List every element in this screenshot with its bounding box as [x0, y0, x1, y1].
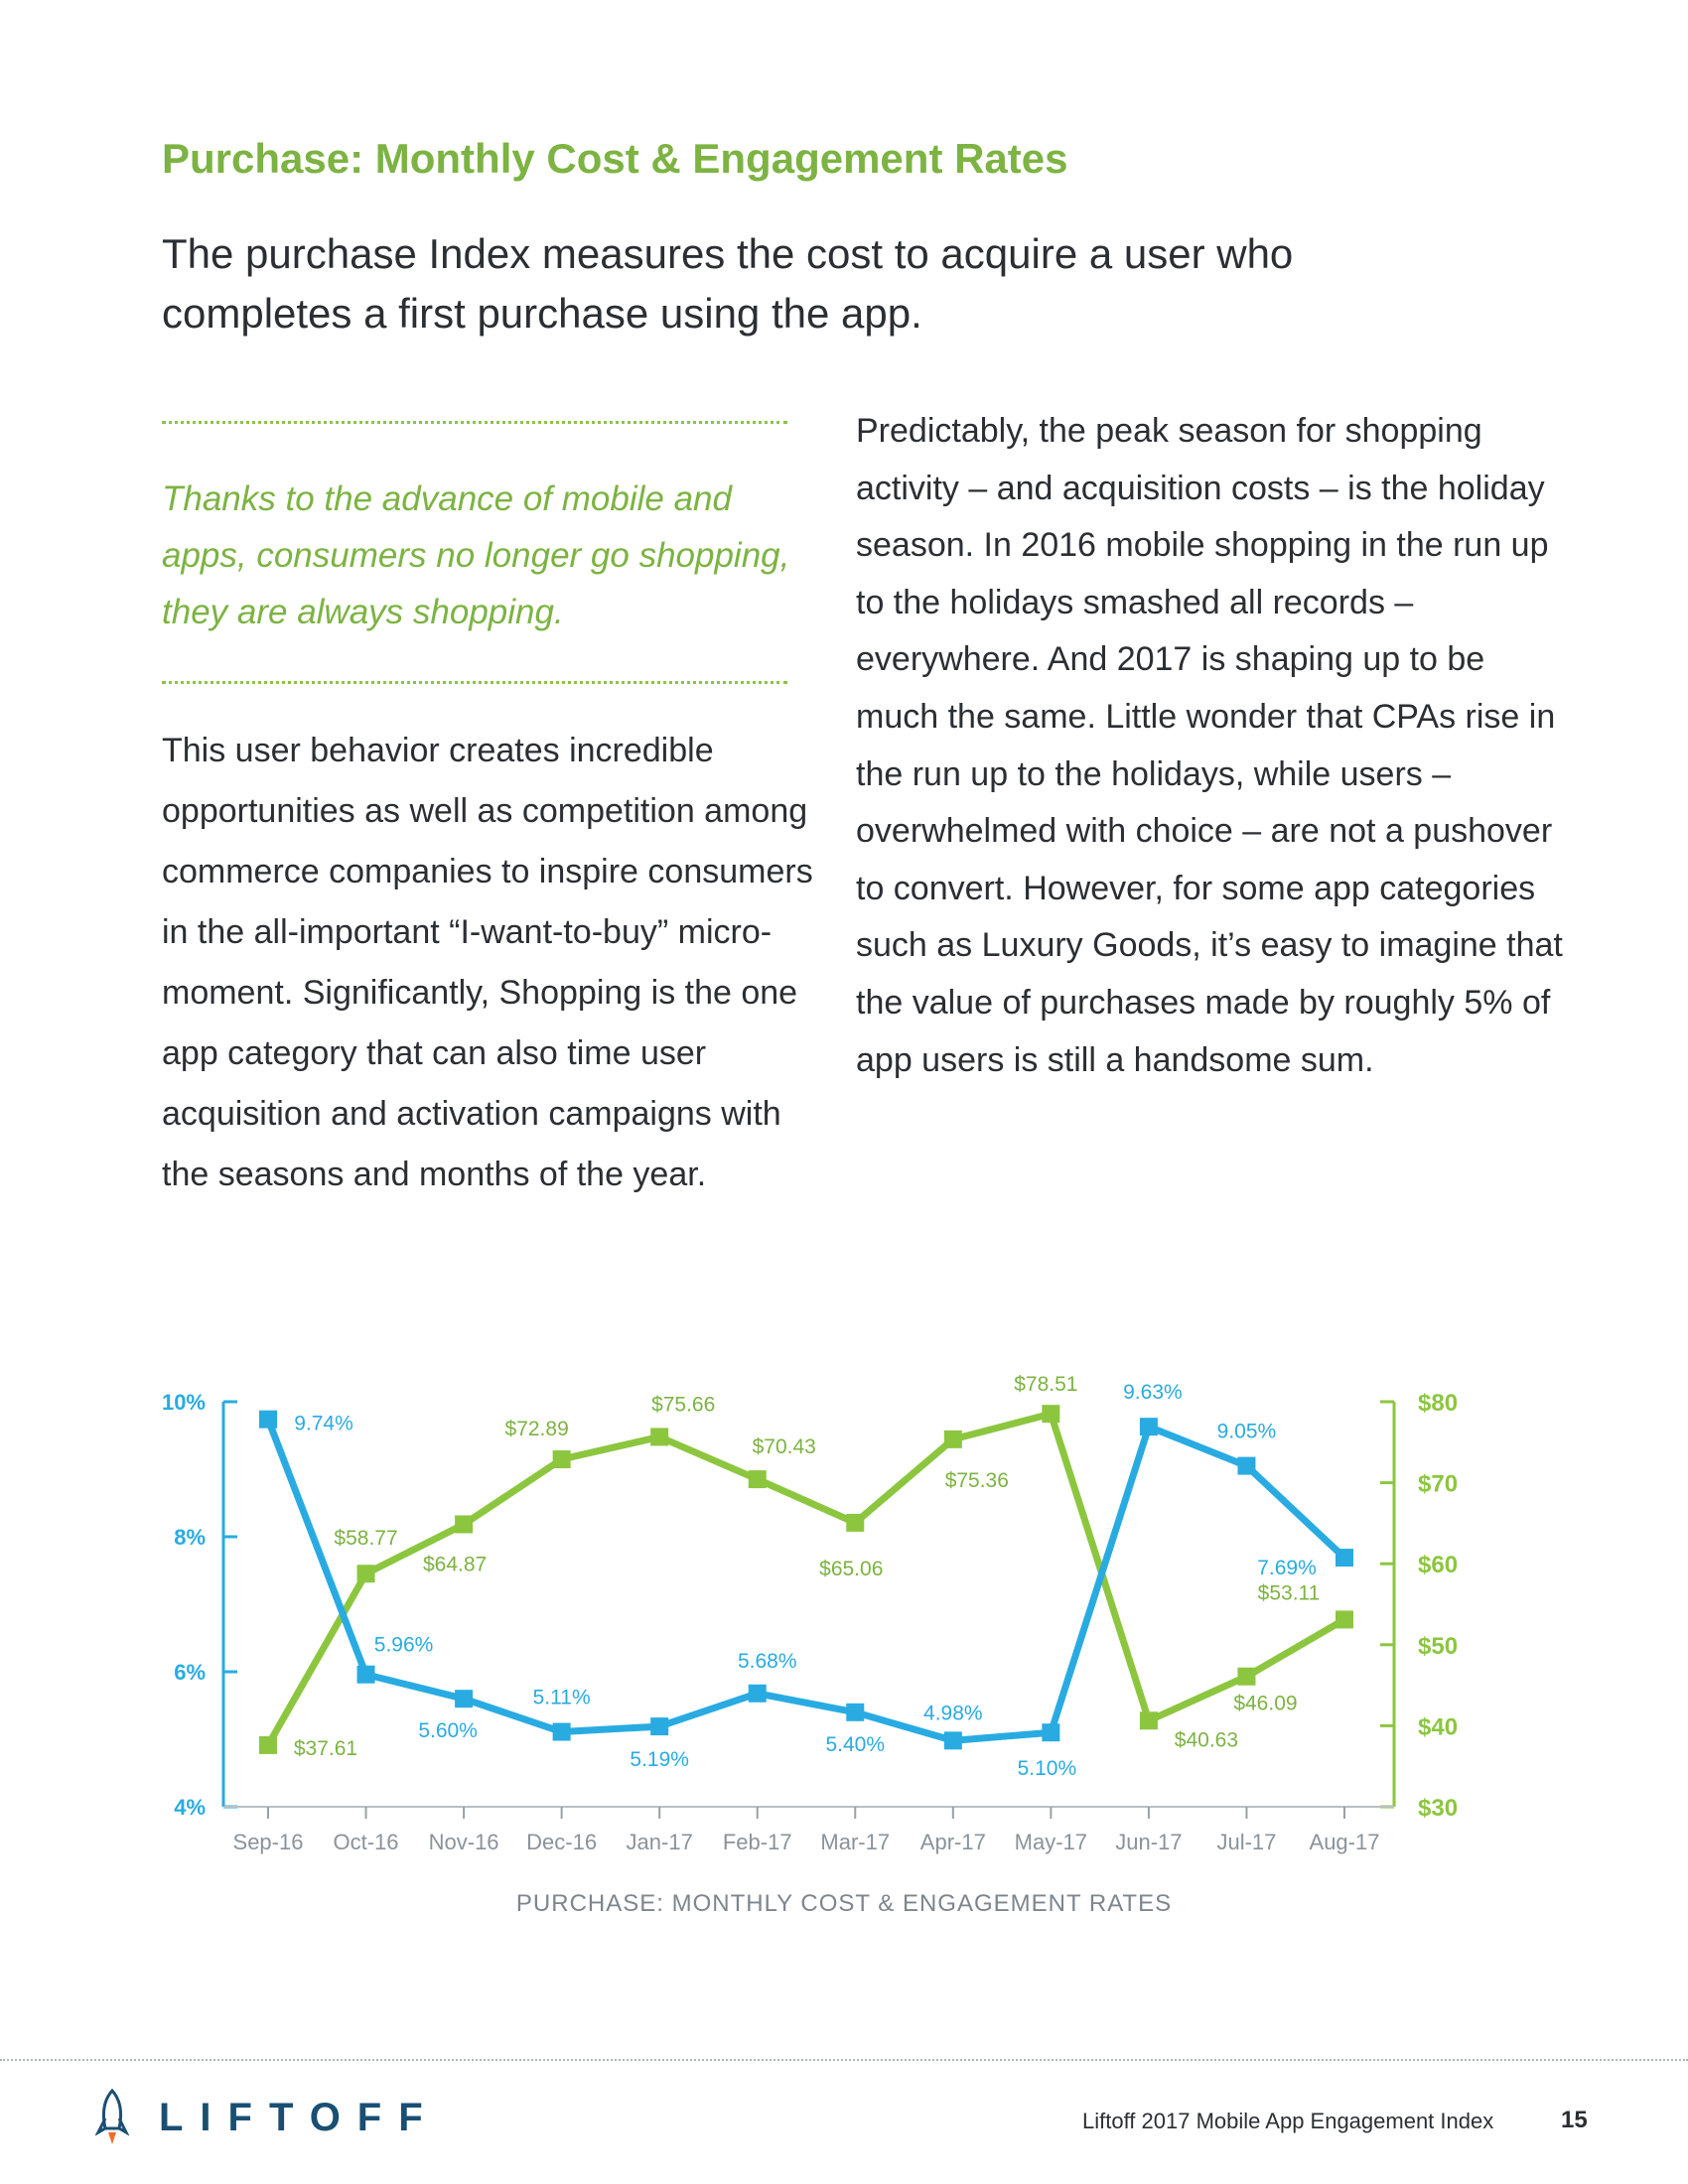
engagement-data-label: 5.10%	[1017, 1757, 1077, 1781]
cost-series-point	[1042, 1405, 1059, 1423]
right-axis-tick-label: $50	[1418, 1632, 1459, 1660]
left-paragraph: This user behavior creates incredible opportunities as well as competition among commerce companies to inspire consumers in the all-important “I-want-to-buy” micro-moment. Significantly, Shopping is the one app category that can also time user acquisition and activation campaigns with the seasons and months of the year.	[162, 732, 813, 1193]
cost-data-label: $46.09	[1233, 1692, 1298, 1715]
x-axis-tick-label: Jan-17	[626, 1830, 693, 1854]
engagement-data-label: 5.96%	[373, 1633, 434, 1657]
engagement-series-point	[650, 1717, 668, 1735]
x-axis-tick-label: Jul-17	[1216, 1830, 1277, 1854]
pullquote-bottom-divider	[162, 681, 787, 684]
engagement-data-label: 5.11%	[532, 1686, 591, 1709]
engagement-cost-chart	[0, 1350, 1688, 1886]
x-axis-tick-label: Oct-16	[333, 1830, 399, 1854]
cost-series-point	[1140, 1711, 1158, 1729]
engagement-series-point	[749, 1685, 767, 1703]
left-axis-tick-label: 4%	[174, 1795, 206, 1820]
left-axis-tick-label: 6%	[174, 1660, 206, 1685]
engagement-series-point	[944, 1731, 962, 1749]
cost-data-label: $40.63	[1174, 1728, 1239, 1752]
cost-series-point	[1336, 1610, 1353, 1628]
x-axis-tick-label: Aug-17	[1309, 1830, 1380, 1854]
intro-text: The purchase Index measures the cost to acquire a user who completes a first purchase using the app.	[162, 230, 1294, 337]
rocket-icon	[95, 2089, 129, 2146]
x-axis-tick-label: Sep-16	[232, 1830, 304, 1854]
footer-divider	[0, 2059, 1688, 2061]
cost-series-point	[944, 1431, 962, 1448]
x-axis-tick-label: Feb-17	[722, 1830, 792, 1854]
engagement-data-label: 4.98%	[923, 1702, 983, 1725]
pullquote-top-divider	[162, 421, 787, 424]
cost-data-label: $70.43	[752, 1435, 816, 1459]
right-axis-tick-label: $70	[1418, 1470, 1459, 1498]
page-number: 15	[1561, 2107, 1588, 2133]
engagement-series-line	[268, 1420, 1344, 1741]
engagement-series-point	[455, 1690, 473, 1707]
x-axis-tick-label: Nov-16	[428, 1830, 499, 1854]
cost-data-label: $37.61	[293, 1736, 358, 1760]
cost-data-label: $65.06	[819, 1557, 884, 1580]
logo-wordmark: LIFTOFF	[159, 2095, 440, 2139]
engagement-series-point	[1237, 1457, 1255, 1475]
cost-data-label: $72.89	[504, 1418, 569, 1441]
engagement-data-label: 5.60%	[418, 1719, 478, 1743]
x-axis-tick-label: Jun-17	[1115, 1830, 1183, 1854]
cost-series-point	[1237, 1668, 1255, 1686]
x-axis-tick-label: Dec-16	[526, 1830, 598, 1854]
cost-series-line	[268, 1414, 1344, 1745]
engagement-data-label: 9.05%	[1216, 1420, 1277, 1443]
cost-data-label: $64.87	[422, 1553, 488, 1576]
engagement-data-label: 9.74%	[294, 1412, 353, 1435]
engagement-data-label: 5.40%	[825, 1732, 886, 1756]
cost-series-point	[553, 1450, 571, 1468]
cost-data-label: $58.77	[334, 1527, 398, 1551]
engagement-series-point	[1336, 1549, 1353, 1567]
cost-series-point	[455, 1515, 473, 1533]
engagement-series-point	[357, 1666, 375, 1684]
right-axis-tick-label: $60	[1418, 1552, 1459, 1579]
footer-publication: Liftoff 2017 Mobile App Engagement Index	[1082, 2109, 1494, 2133]
right-axis-tick-label: $80	[1418, 1390, 1459, 1417]
engagement-data-label: 5.19%	[630, 1748, 689, 1772]
cost-data-label: $75.36	[944, 1468, 1009, 1492]
cost-data-label: $75.66	[651, 1393, 716, 1417]
engagement-series-point	[1042, 1723, 1059, 1741]
left-axis-tick-label: 8%	[174, 1525, 206, 1550]
cost-series-point	[650, 1428, 668, 1445]
right-paragraph: Predictably, the peak season for shopping activity – and acquisition costs – is the holiday season. In 2016 mobile shopping in the run up to the holidays smashed all records – everywhere. And 2017 is shaping up to be much the same. Little wonder that CPAs rise in the run up to the holidays, while users – overwhelmed with choice – are not a pushover to convert. However, for some app categories such as Luxury Goods, it’s easy to imagine that the value of purchases made by roughly 5% of app users is still a handsome sum.	[856, 412, 1563, 1079]
engagement-data-label: 7.69%	[1257, 1557, 1317, 1580]
left-axis-tick-label: 10%	[161, 1390, 206, 1415]
right-axis-tick-label: $30	[1418, 1795, 1459, 1822]
engagement-series-point	[259, 1411, 277, 1429]
section-title: Purchase: Monthly Cost & Engagement Rates	[162, 135, 1068, 182]
liftoff-logo	[95, 2089, 440, 2146]
cost-series-point	[749, 1470, 767, 1488]
cost-series-point	[357, 1565, 375, 1582]
cost-data-label: $53.11	[1257, 1581, 1321, 1605]
x-axis-tick-label: Apr-17	[919, 1830, 986, 1854]
cost-series-point	[259, 1736, 277, 1754]
engagement-series-point	[1140, 1418, 1158, 1435]
engagement-data-label: 9.63%	[1123, 1381, 1183, 1405]
pullquote: Thanks to the advance of mobile and apps, consumers no longer go shopping, they are always shopping.	[162, 479, 790, 631]
right-axis-tick-label: $40	[1418, 1713, 1459, 1741]
engagement-data-label: 5.68%	[737, 1649, 797, 1673]
x-axis-tick-label: May-17	[1014, 1830, 1088, 1854]
engagement-series-point	[553, 1723, 571, 1741]
cost-data-label: $78.51	[1014, 1373, 1078, 1397]
x-axis-tick-label: Mar-17	[820, 1830, 891, 1854]
chart-caption: PURCHASE: MONTHLY COST & ENGAGEMENT RATES	[515, 1890, 1173, 1917]
cost-series-point	[846, 1514, 864, 1532]
engagement-series-point	[846, 1704, 864, 1721]
